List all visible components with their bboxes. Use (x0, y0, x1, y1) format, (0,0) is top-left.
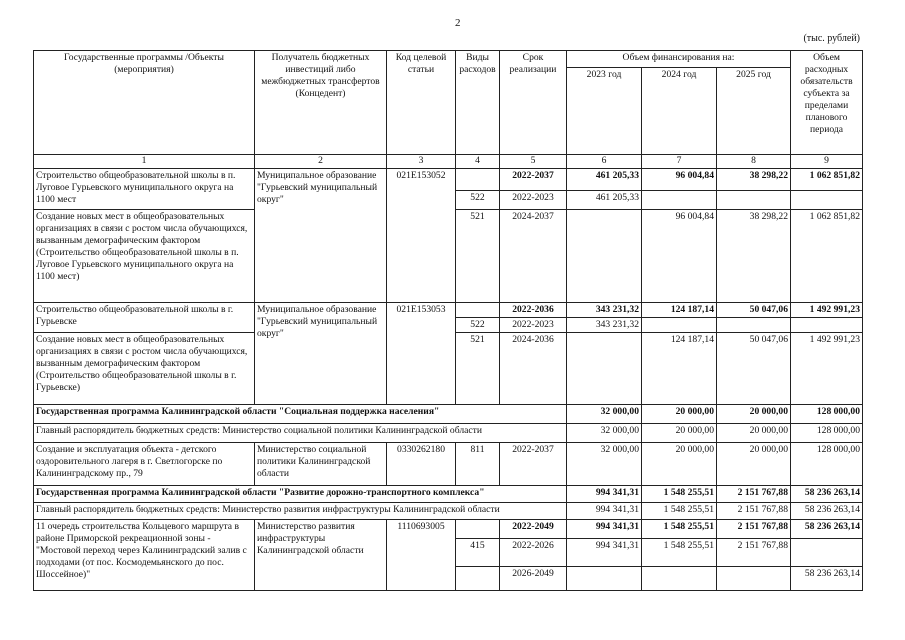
budget-table (33, 50, 863, 591)
amount-2024: 124 187,14 (642, 303, 717, 318)
amount-2023: 32 000,00 (567, 424, 642, 443)
amount-2024: 1 548 255,51 (642, 486, 717, 503)
period: 2022-2026 (500, 539, 567, 567)
column-number: 2 (255, 155, 387, 169)
amount-2023: 343 231,32 (567, 318, 642, 333)
period: 2022-2049 (500, 520, 567, 539)
object-name: Создание новых мест в общеобразовательных организациях в связи с ростом числа обучающихся, вызванным демографическим фактором (Строительство общеобразовательной школы в г. Гурьевске) (34, 333, 255, 405)
column-number: 3 (387, 155, 456, 169)
column-number: 6 (567, 155, 642, 169)
units-label: (тыс. рублей) (803, 33, 860, 44)
recipient-name: Муниципальное образование "Гурьевский муниципальный округ" (255, 169, 387, 303)
column-number: 4 (456, 155, 500, 169)
amount-beyond: 1 492 991,23 (791, 333, 863, 405)
object-name: Строительство общеобразовательной школы в п. Луговое Гурьевского муниципального округа на 1100 мест (34, 169, 255, 210)
manager-row (34, 503, 863, 520)
amount-beyond: 58 236 263,14 (791, 520, 863, 539)
recipient-name: Министерство социальной политики Калининградской области (255, 443, 387, 486)
amount-2024: 1 548 255,51 (642, 520, 717, 539)
period: 2026-2049 (500, 567, 567, 591)
amount-beyond: 1 062 851,82 (791, 169, 863, 191)
amount-2025: 38 298,22 (717, 169, 791, 191)
amount-2024: 124 187,14 (642, 333, 717, 405)
amount-2025: 2 151 767,88 (717, 486, 791, 503)
amount-2023: 994 341,31 (567, 539, 642, 567)
header-beyond: Объем расходных обязательств субъекта за пределами планового периода (791, 51, 863, 155)
amount-2024: 1 548 255,51 (642, 503, 717, 520)
amount-2023: 994 341,31 (567, 503, 642, 520)
program-name: Государственная программа Калининградской области "Социальная поддержка населения" (34, 405, 567, 424)
period: 2022-2037 (500, 443, 567, 486)
amount-2023: 32 000,00 (567, 443, 642, 486)
amount-2023: 994 341,31 (567, 486, 642, 503)
recipient-name: Министерство развития инфраструктуры Калининградской области (255, 520, 387, 591)
header-2023: 2023 год (567, 68, 642, 155)
amount-2025: 50 047,06 (717, 303, 791, 318)
amount-2023: 994 341,31 (567, 520, 642, 539)
expense-type: 522 (456, 318, 500, 333)
expense-type: 415 (456, 539, 500, 567)
amount-2025: 2 151 767,88 (717, 503, 791, 520)
amount-2025: 38 298,22 (717, 210, 791, 303)
amount-2025: 20 000,00 (717, 424, 791, 443)
header-funding: Объем финансирования на: (567, 51, 791, 68)
amount-2025: 2 151 767,88 (717, 539, 791, 567)
amount-2025: 20 000,00 (717, 443, 791, 486)
amount-2024: 96 004,84 (642, 210, 717, 303)
manager-name: Главный распорядитель бюджетных средств: Министерство развития инфраструктуры Калининградской области (34, 503, 567, 520)
table-row (34, 303, 863, 318)
period: 2022-2037 (500, 169, 567, 191)
column-numbers-row (34, 155, 863, 169)
manager-row (34, 424, 863, 443)
table-row (34, 443, 863, 486)
period: 2022-2023 (500, 318, 567, 333)
header-row (34, 51, 863, 68)
target-code: 021Е153053 (387, 303, 456, 405)
amount-2025: 20 000,00 (717, 405, 791, 424)
target-code: 1110693005 (387, 520, 456, 591)
amount-2023: 461 205,33 (567, 169, 642, 191)
amount-2024: 20 000,00 (642, 424, 717, 443)
amount-beyond: 58 236 263,14 (791, 486, 863, 503)
amount-2024: 20 000,00 (642, 405, 717, 424)
amount-2025: 50 047,06 (717, 333, 791, 405)
object-name: Создание новых мест в общеобразовательных организациях в связи с ростом числа обучающихся, вызванным демографическим фактором (Строительство общеобразовательной школы в п. Луговое Гурьевского муниципального округа на 1100 мест) (34, 210, 255, 303)
column-number: 9 (791, 155, 863, 169)
header-recipient: Получатель бюджетных инвестиций либо межбюджетных трансфертов (Концедент) (255, 51, 387, 155)
period: 2024-2037 (500, 210, 567, 303)
expense-type: 521 (456, 210, 500, 303)
period: 2022-2023 (500, 191, 567, 210)
amount-2024: 96 004,84 (642, 169, 717, 191)
column-number: 1 (34, 155, 255, 169)
header-period: Срок реализации (500, 51, 567, 155)
program-row (34, 486, 863, 503)
recipient-name: Муниципальное образование "Гурьевский муниципальный округ" (255, 303, 387, 405)
expense-type: 522 (456, 191, 500, 210)
amount-2023: 343 231,32 (567, 303, 642, 318)
program-row (34, 405, 863, 424)
object-name: 11 очередь строительства Кольцевого маршрута в районе Приморской рекреационной зоны - "Мостовой переход через Калининградский залив с подходами (от пос. Космодемьянского до пос. Шоссейное)" (34, 520, 255, 591)
page-number: 2 (455, 17, 461, 29)
object-name: Создание и эксплуатация объекта - детского оздоровительного лагеря в г. Светлогорске по Калининградскому пр., 79 (34, 443, 255, 486)
header-2024: 2024 год (642, 68, 717, 155)
header-2025: 2025 год (717, 68, 791, 155)
amount-beyond: 128 000,00 (791, 424, 863, 443)
amount-beyond: 128 000,00 (791, 405, 863, 424)
amount-2024: 1 548 255,51 (642, 539, 717, 567)
object-name: Строительство общеобразовательной школы в г. Гурьевске (34, 303, 255, 333)
expense-type: 811 (456, 443, 500, 486)
manager-name: Главный распорядитель бюджетных средств: Министерство социальной политики Калининградской области (34, 424, 567, 443)
period: 2024-2036 (500, 333, 567, 405)
target-code: 0330262180 (387, 443, 456, 486)
expense-type: 521 (456, 333, 500, 405)
header-expense-types: Виды расходов (456, 51, 500, 155)
amount-2023: 461 205,33 (567, 191, 642, 210)
table-row (34, 169, 863, 191)
target-code: 021Е153052 (387, 169, 456, 303)
header-code: Код целевой статьи (387, 51, 456, 155)
table-row (34, 520, 863, 539)
amount-beyond: 58 236 263,14 (791, 503, 863, 520)
amount-beyond: 128 000,00 (791, 443, 863, 486)
column-number: 8 (717, 155, 791, 169)
header-programs: Государственные программы /Объекты (мероприятия) (34, 51, 255, 155)
amount-beyond: 1 062 851,82 (791, 210, 863, 303)
amount-2025: 2 151 767,88 (717, 520, 791, 539)
amount-2024: 20 000,00 (642, 443, 717, 486)
column-number: 5 (500, 155, 567, 169)
column-number: 7 (642, 155, 717, 169)
period: 2022-2036 (500, 303, 567, 318)
program-name: Государственная программа Калининградской области "Развитие дорожно-транспортного комплекса" (34, 486, 567, 503)
amount-2023: 32 000,00 (567, 405, 642, 424)
amount-beyond: 58 236 263,14 (791, 567, 863, 591)
amount-beyond: 1 492 991,23 (791, 303, 863, 318)
